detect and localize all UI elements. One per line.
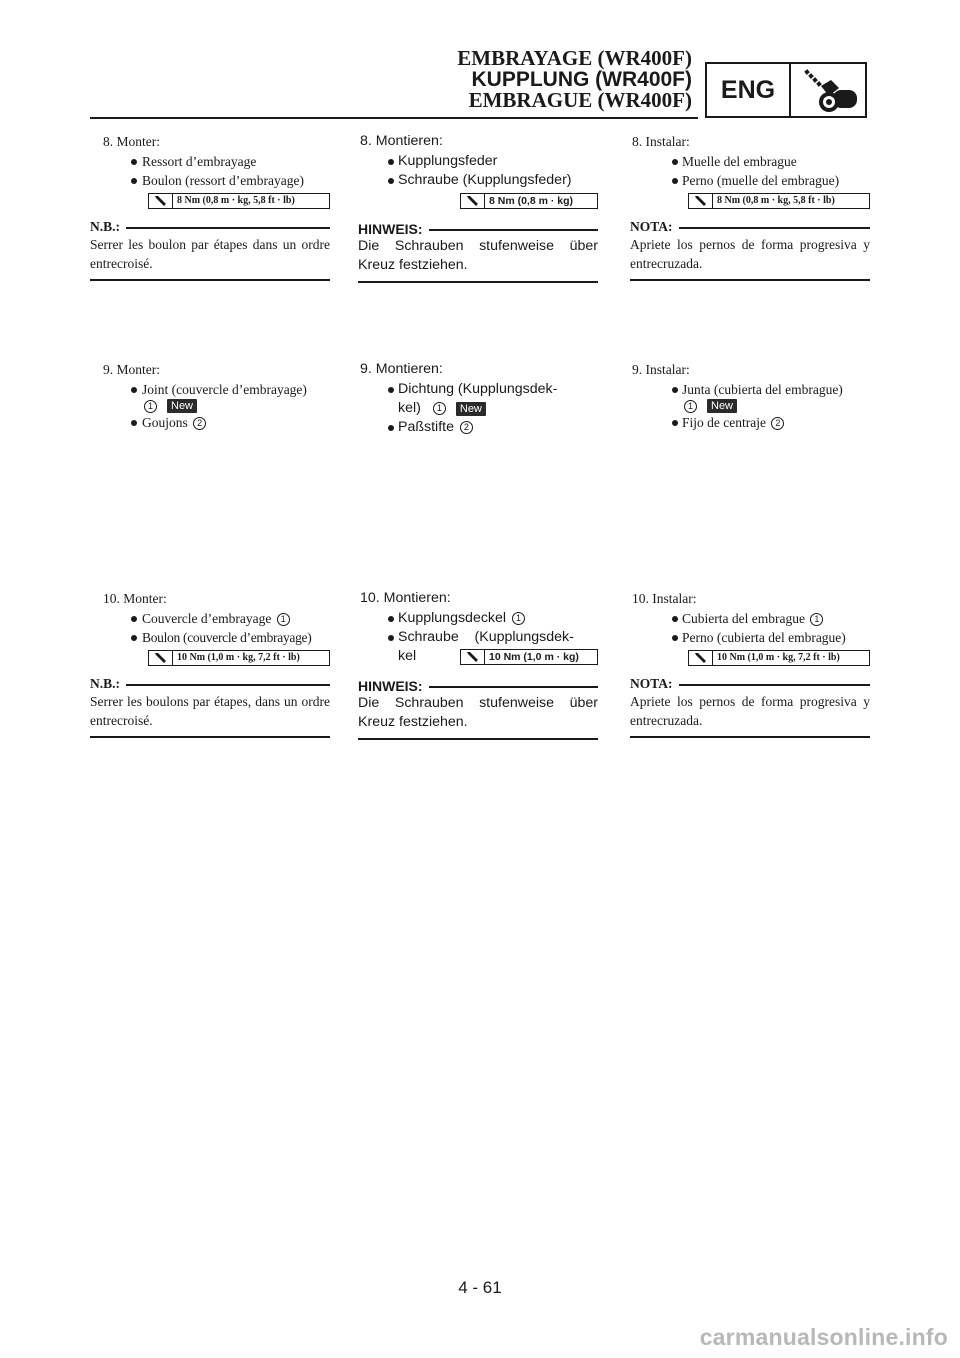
callout-number: 1 — [512, 612, 525, 625]
list-item: Kupplungsfeder — [358, 152, 598, 171]
bullet-icon — [131, 159, 137, 165]
section-badge-label: ENG — [707, 64, 791, 116]
wrench-icon — [461, 650, 485, 664]
list-item: Kupplungsdeckel 1 — [358, 609, 598, 628]
list-item: Muelle del embrague — [630, 152, 870, 171]
list-item: Ressort d’embrayage — [90, 152, 330, 171]
list-item-continuation — [630, 399, 870, 413]
list-item-continuation — [90, 399, 330, 413]
step8-de — [358, 132, 598, 283]
bullet-icon — [672, 616, 678, 622]
note-heading: N.B.: — [90, 676, 330, 692]
section-badge — [705, 62, 867, 118]
bullet-icon — [388, 425, 394, 431]
torque-spec — [460, 649, 598, 665]
list-item: Dichtung (Kupplungsdek- — [358, 380, 598, 399]
torque-value: 10 Nm (1,0 m · kg) — [489, 650, 579, 663]
note-text: Apriete los pernos de forma progresiva y entrecruzada. — [630, 694, 870, 728]
page-header-titles — [457, 48, 692, 111]
note-block — [90, 676, 330, 738]
note-block — [630, 676, 870, 738]
bullet-icon — [388, 159, 394, 165]
note-text: Die Schrauben stufenweise über Kreuz festziehen. — [358, 695, 598, 730]
bullet-icon — [131, 635, 137, 641]
new-part-badge: New — [167, 399, 197, 413]
torque-value: 8 Nm (0,8 m · kg, 5,8 ft · lb) — [177, 195, 295, 206]
torque-value: 10 Nm (1,0 m · kg, 7,2 ft · lb) — [177, 652, 300, 663]
note-block — [90, 219, 330, 281]
list-item: Paßstifte 2 — [358, 418, 598, 437]
list-item: Boulon (ressort d’embrayage) — [90, 171, 330, 190]
note-block — [358, 221, 598, 283]
wrench-icon — [689, 651, 713, 665]
engine-icon — [791, 64, 865, 116]
step8-es — [630, 132, 870, 281]
step-heading: 8. Monter: — [103, 134, 160, 149]
list-item: Fijo de centraje 2 — [630, 413, 870, 432]
bullet-icon — [672, 387, 678, 393]
bullet-icon — [388, 387, 394, 393]
step-heading: 10. Monter: — [103, 591, 167, 606]
wrench-icon — [149, 651, 173, 665]
step9-fr — [90, 360, 330, 432]
list-item: Perno (cubierta del embrague) — [630, 628, 870, 647]
note-heading: NOTA: — [630, 676, 870, 692]
bullet-icon — [388, 616, 394, 622]
wrench-icon — [461, 194, 485, 208]
torque-spec — [460, 193, 598, 209]
callout-number: 1 — [433, 402, 446, 415]
step-heading: 8. Montieren: — [360, 133, 443, 149]
list-item: Schraube (Kupplungsdek- — [358, 628, 598, 647]
bullet-icon — [672, 635, 678, 641]
note-rule — [90, 279, 330, 281]
torque-value: 8 Nm (0,8 m · kg) — [489, 195, 574, 207]
new-part-badge: New — [707, 399, 737, 413]
step-heading: 9. Instalar: — [632, 362, 690, 377]
watermark: carmanualsonline.info — [699, 1324, 948, 1350]
note-block — [358, 678, 598, 740]
note-rule — [90, 736, 330, 738]
torque-spec — [688, 650, 870, 666]
callout-number: 1 — [277, 613, 290, 626]
list-item: Cubierta del embrague 1 — [630, 609, 870, 628]
step-heading: 9. Montieren: — [360, 361, 443, 377]
list-item: Junta (cubierta del embrague) — [630, 380, 870, 399]
list-item: Joint (couvercle d’embrayage) — [90, 380, 330, 399]
torque-spec — [688, 193, 870, 209]
bullet-icon — [672, 420, 678, 426]
step10-de — [358, 589, 598, 740]
list-item: Boulon (couvercle d’embrayage) — [90, 628, 330, 647]
page-number: 4 - 61 — [458, 1278, 502, 1297]
wrench-icon — [689, 194, 713, 208]
bullet-icon — [131, 420, 137, 426]
torque-value: 8 Nm (0,8 m · kg, 5,8 ft · lb) — [717, 195, 835, 206]
step-heading: 8. Instalar: — [632, 134, 690, 149]
torque-value: 10 Nm (1,0 m · kg, 7,2 ft · lb) — [717, 652, 840, 663]
callout-number: 2 — [193, 417, 206, 430]
callout-number: 2 — [771, 417, 784, 430]
note-text: Serrer les boulon par étapes dans un ordre entrecroisé. — [90, 237, 330, 271]
note-text: Apriete los pernos de forma progresiva y entrecruzada. — [630, 237, 870, 271]
step8-fr — [90, 132, 330, 281]
title-fr: EMBRAYAGE (WR400F) — [457, 46, 692, 70]
note-rule — [358, 281, 598, 283]
torque-spec — [148, 650, 330, 666]
step-heading: 10. Instalar: — [632, 591, 697, 606]
wrench-icon — [149, 194, 173, 208]
step-heading: 10. Montieren: — [360, 590, 451, 606]
note-heading: N.B.: — [90, 219, 330, 235]
callout-number: 1 — [684, 400, 697, 413]
step-heading: 9. Monter: — [103, 362, 160, 377]
bullet-icon — [131, 178, 137, 184]
step9-es — [630, 360, 870, 432]
step10-fr — [90, 589, 330, 738]
note-text: Serrer les boulons par étapes, dans un ordre entrecroisé. — [90, 694, 330, 728]
callout-number: 2 — [460, 421, 473, 434]
bullet-icon — [131, 616, 137, 622]
title-es: EMBRAGUE (WR400F) — [468, 88, 692, 112]
note-heading: NOTA: — [630, 219, 870, 235]
note-heading: HINWEIS: — [358, 678, 598, 694]
list-item: Schraube (Kupplungsfeder) — [358, 171, 598, 190]
title-de: KUPPLUNG (WR400F) — [471, 68, 692, 91]
note-rule — [358, 738, 598, 740]
header-rule — [90, 117, 698, 119]
new-part-badge: New — [456, 402, 486, 416]
note-rule — [630, 736, 870, 738]
note-rule — [630, 279, 870, 281]
step9-de — [358, 360, 598, 437]
bullet-icon — [131, 387, 137, 393]
bullet-icon — [672, 159, 678, 165]
callout-number: 1 — [144, 400, 157, 413]
step10-es — [630, 589, 870, 738]
bullet-icon — [388, 178, 394, 184]
list-item-continuation: kel) 1 New — [358, 399, 598, 418]
bullet-icon — [672, 178, 678, 184]
note-text: Die Schrauben stufenweise über Kreuz festziehen. — [358, 238, 598, 273]
torque-spec — [148, 193, 330, 209]
bullet-icon — [388, 635, 394, 641]
note-heading: HINWEIS: — [358, 221, 598, 237]
list-item: Goujons 2 — [90, 413, 330, 432]
note-block — [630, 219, 870, 281]
list-item: Perno (muelle del embrague) — [630, 171, 870, 190]
list-item-continuation: kel 10 Nm (1,0 m · kg) — [358, 647, 598, 666]
list-item: Couvercle d’embrayage 1 — [90, 609, 330, 628]
callout-number: 1 — [810, 613, 823, 626]
